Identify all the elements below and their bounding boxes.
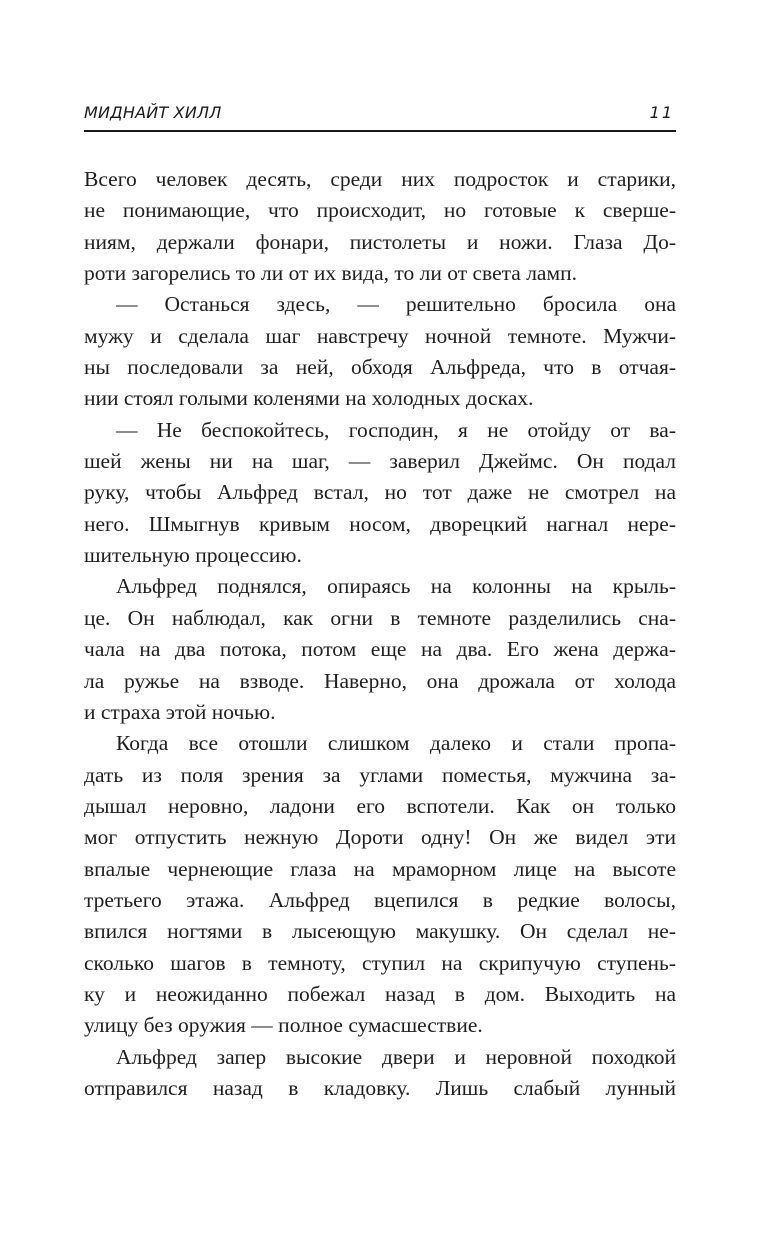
text-line: него. Шмыгнув кривым носом, дворецкий нагнал нере- xyxy=(84,511,676,536)
text-line: — Не беспокойтесь, господин, я не отойду от ва- xyxy=(116,417,676,442)
text-line: третьего этажа. Альфред вцепился в редкие волосы, xyxy=(84,887,676,912)
text-line: дать из поля зрения за углами поместья, мужчина за- xyxy=(84,762,676,787)
book-page xyxy=(84,0,676,1241)
text-line: ку и неожиданно побежал назад в дом. Выходить на xyxy=(84,981,676,1006)
text-line: дышал неровно, ладони его вспотели. Как он только xyxy=(84,793,676,818)
text-line: впалые чернеющие глаза на мраморном лице на высоте xyxy=(84,856,676,881)
text-line: нии стоял голыми коленями на холодных досках. xyxy=(84,386,534,411)
text-line: отправился назад в кладовку. Лишь слабый лунный xyxy=(84,1075,676,1100)
body-text xyxy=(84,164,676,1104)
paragraph xyxy=(84,1042,676,1105)
text-line: и страха этой ночью. xyxy=(84,699,276,724)
text-line: роти загорелись то ли от их вида, то ли от света ламп. xyxy=(84,261,577,286)
page-number: 11 xyxy=(649,103,674,122)
paragraph xyxy=(84,415,676,572)
paragraph xyxy=(84,728,676,1041)
text-line: ны последовали за ней, обходя Альфреда, что в отчая- xyxy=(84,355,676,380)
text-line: Когда все отошли слишком далеко и стали пропа- xyxy=(116,731,676,756)
text-line: шительную процессию. xyxy=(84,543,302,568)
text-line: не понимающие, что происходит, но готовые к сверше- xyxy=(84,198,676,223)
text-line: мужу и сделала шаг навстречу ночной темноте. Мужчи- xyxy=(84,323,676,348)
text-line: улицу без оружия — полное сумасшествие. xyxy=(84,1013,483,1038)
text-line: це. Он наблюдал, как огни в темноте разделились сна- xyxy=(84,605,676,630)
text-line: Альфред поднялся, опираясь на колонны на крыль- xyxy=(116,574,676,599)
paragraph xyxy=(84,571,676,728)
text-line: чала на два потока, потом еще на два. Его жена держа- xyxy=(84,637,676,662)
text-line: Альфред запер высокие двери и неровной походкой xyxy=(116,1044,676,1069)
text-line: сколько шагов в темноту, ступил на скрипучую ступень- xyxy=(84,950,676,975)
text-line: впился ногтями в лысеющую макушку. Он сделал не- xyxy=(84,919,676,944)
text-line: — Останься здесь, — решительно бросила она xyxy=(116,292,676,317)
running-title: МИДНАЙТ ХИЛЛ xyxy=(84,103,222,122)
header-rule xyxy=(84,130,676,132)
text-line: ниям, держали фонари, пистолеты и ножи. Глаза До- xyxy=(84,229,676,254)
text-line: Всего человек десять, среди них подросток и старики, xyxy=(84,167,676,191)
text-line: руку, чтобы Альфред встал, но тот даже не смотрел на xyxy=(84,480,676,505)
text-line: ла ружье на взводе. Наверно, она дрожала от холода xyxy=(84,668,676,693)
text-line: мог отпустить нежную Дороти одну! Он же видел эти xyxy=(84,825,676,850)
paragraph xyxy=(84,164,676,289)
paragraph xyxy=(84,289,676,414)
running-head xyxy=(84,101,676,125)
text-line: шей жены ни на шаг, — заверил Джеймс. Он подал xyxy=(84,449,676,474)
